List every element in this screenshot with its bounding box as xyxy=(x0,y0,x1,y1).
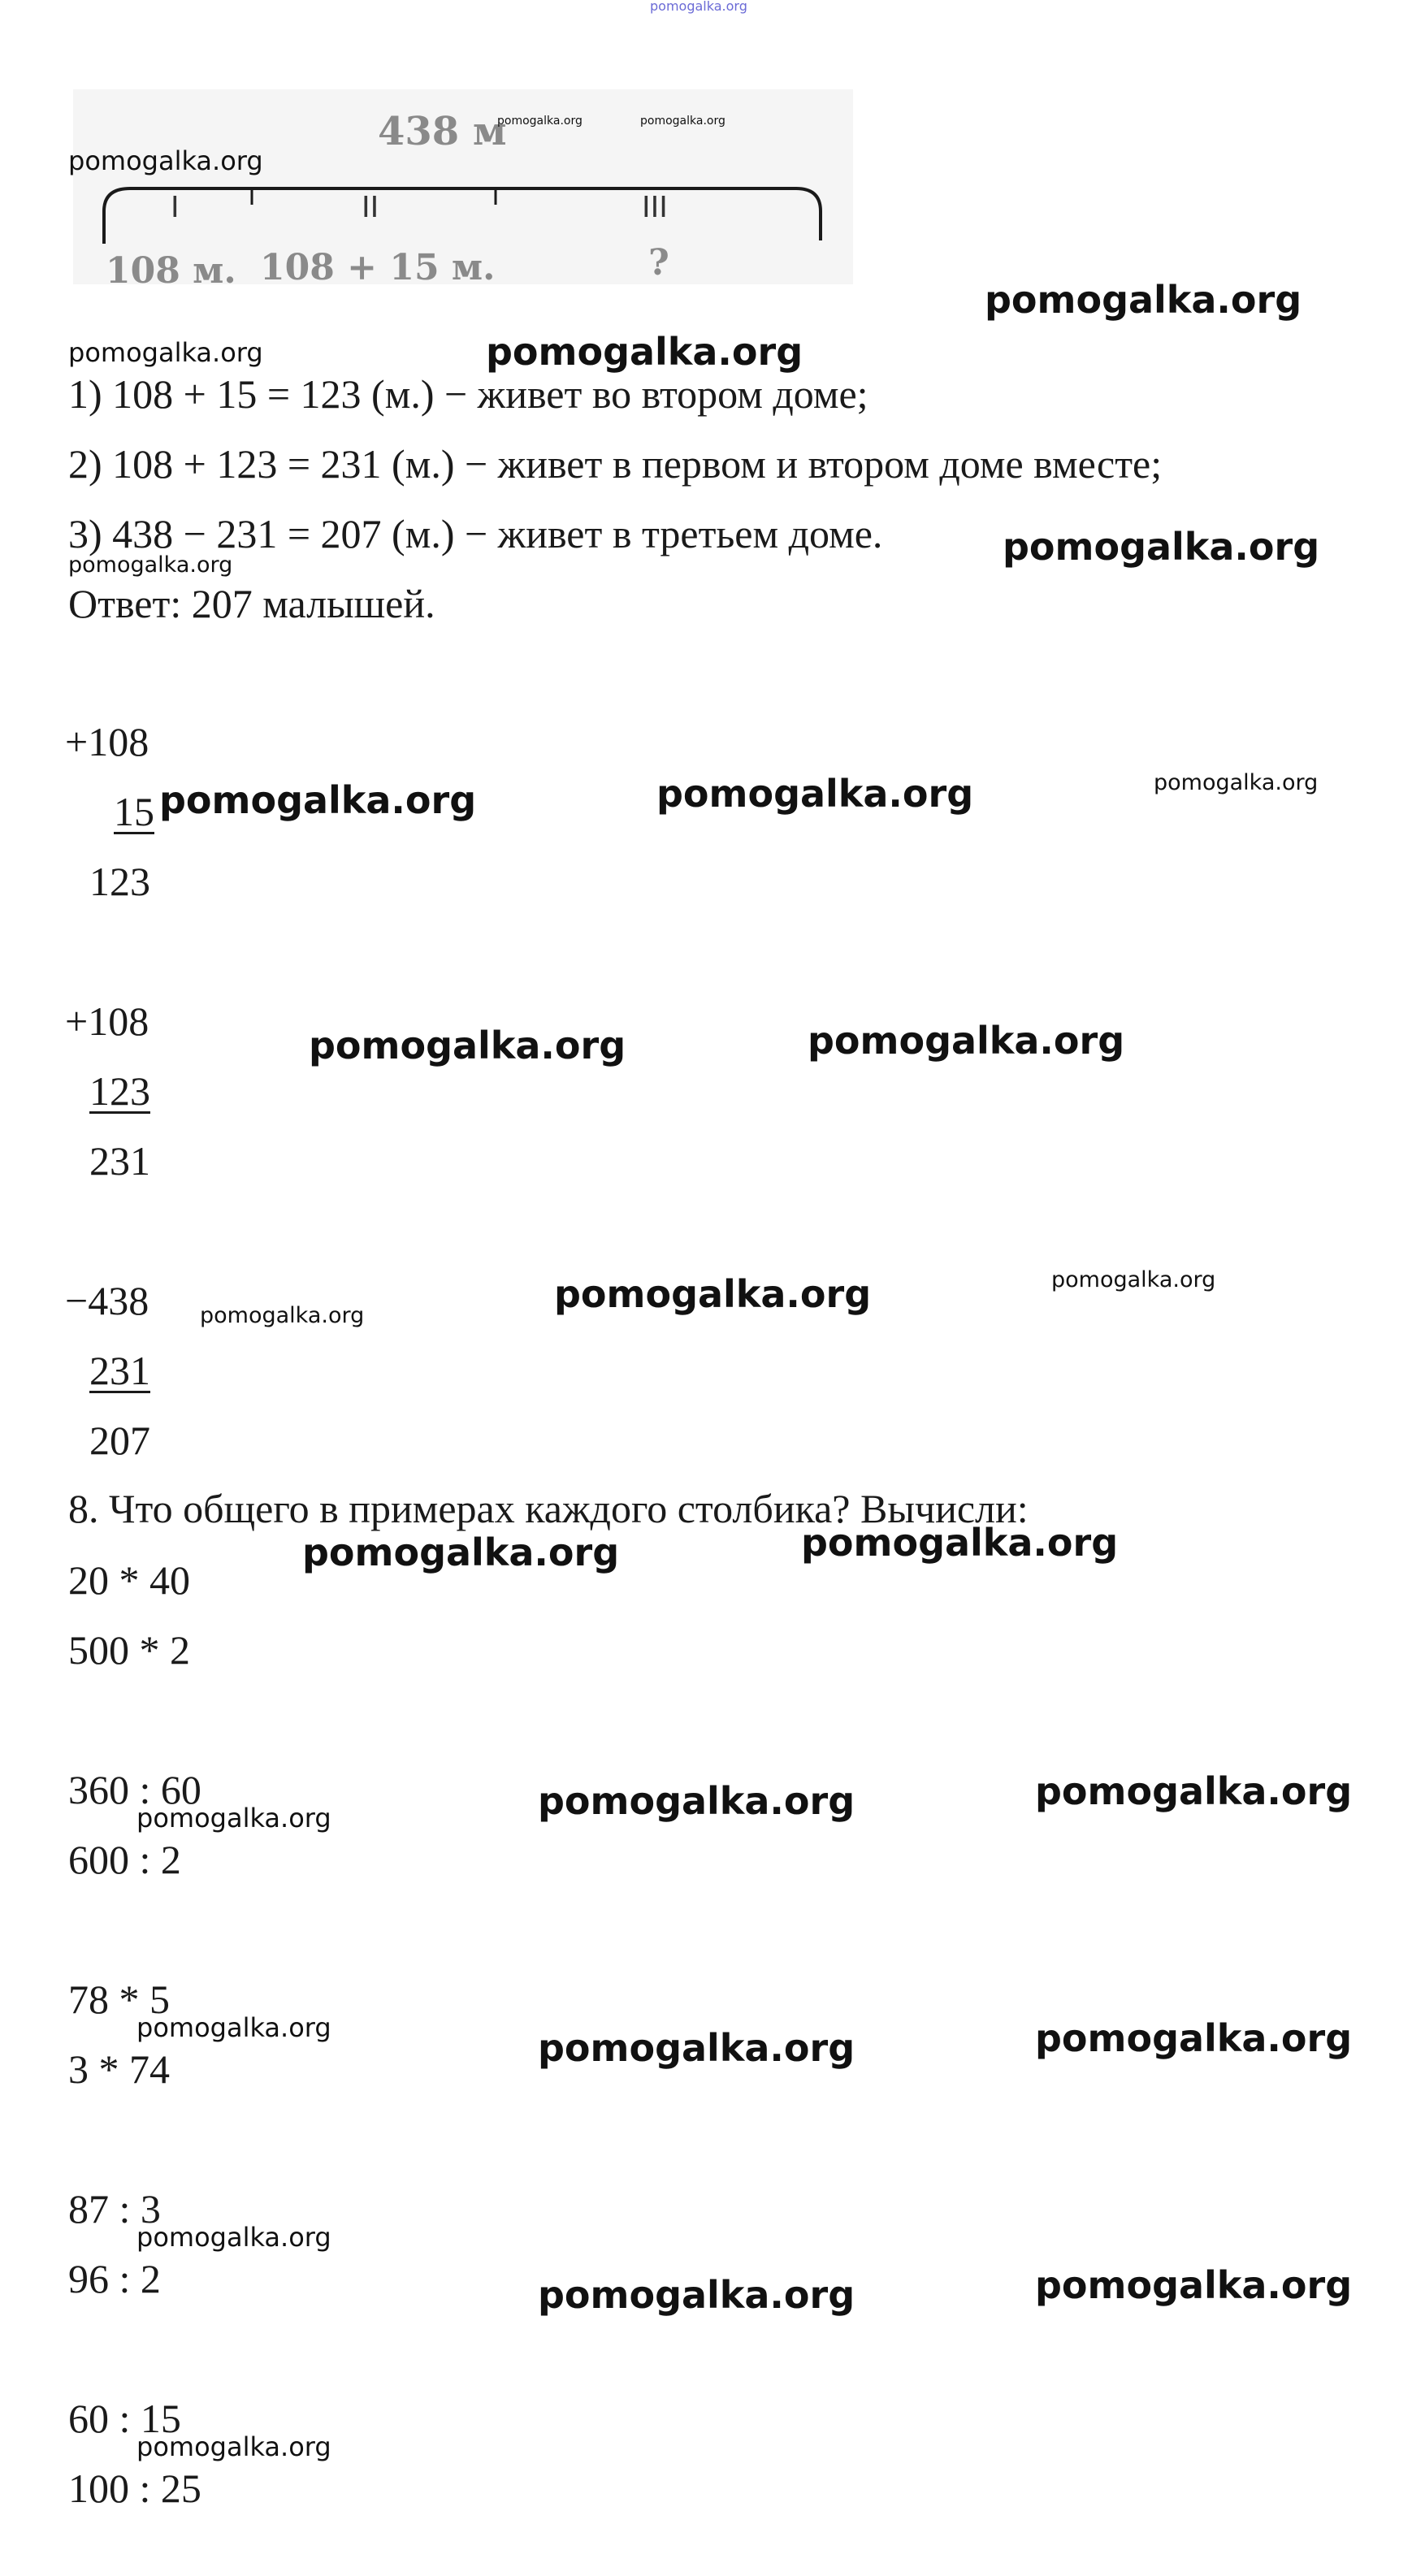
figure-part-3: III xyxy=(642,191,668,224)
watermark: pomogalka.org xyxy=(1035,2016,1353,2060)
task8-g5-expr1: 60 : 15 xyxy=(68,2396,181,2441)
solution-step-1: 1) 108 + 15 = 123 (м.) − живет во втором доме; xyxy=(68,371,868,417)
watermark: pomogalka.org xyxy=(538,2026,855,2070)
task8-g5-expr2: 100 : 25 xyxy=(68,2466,201,2511)
figure-length-1: 108 м. xyxy=(106,250,236,292)
column3-top: −438 xyxy=(65,1278,149,1323)
task8-g3-expr2: 3 * 74 xyxy=(68,2046,170,2092)
figure-length-3: ? xyxy=(648,242,669,284)
watermark: pomogalka.org xyxy=(985,278,1302,322)
watermark: pomogalka.org xyxy=(159,778,477,822)
watermark: pomogalka.org xyxy=(656,772,974,816)
watermark: pomogalka.org xyxy=(1035,1769,1353,1813)
watermark: pomogalka.org xyxy=(309,1024,626,1067)
column1-bottom xyxy=(89,791,154,832)
column2-top: +108 xyxy=(65,998,149,1044)
column1-bottom-value: 15 xyxy=(114,789,154,834)
column2-bottom: 123 xyxy=(89,1068,150,1114)
watermark: pomogalka.org xyxy=(302,1530,620,1574)
task8-g4-expr1: 87 : 3 xyxy=(68,2186,161,2232)
column3-result: 207 xyxy=(89,1418,150,1463)
watermark: pomogalka.org xyxy=(497,115,583,128)
watermark: pomogalka.org xyxy=(554,1272,872,1316)
task8-g1-expr1: 20 * 40 xyxy=(68,1557,190,1603)
watermark: pomogalka.org xyxy=(200,1303,365,1328)
column3-bottom: 231 xyxy=(89,1348,150,1393)
watermark: pomogalka.org xyxy=(640,115,725,128)
solution-step-2: 2) 108 + 123 = 231 (м.) − живет в первом и втором доме вместе; xyxy=(68,441,1163,487)
watermark: pomogalka.org xyxy=(538,2273,855,2317)
figure-length-2: 108 + 15 м. xyxy=(260,247,496,288)
column1-result: 123 xyxy=(89,859,150,904)
segment-diagram xyxy=(73,89,853,292)
solution-step-3: 3) 438 − 231 = 207 (м.) − живет в третьем доме. xyxy=(68,511,883,556)
task8-g1-expr2: 500 * 2 xyxy=(68,1627,190,1673)
figure-part-2: II xyxy=(362,191,379,224)
column1-top: +108 xyxy=(65,719,149,764)
watermark: pomogalka.org xyxy=(650,0,747,14)
task8-g4-expr2: 96 : 2 xyxy=(68,2256,161,2301)
watermark: pomogalka.org xyxy=(136,2012,331,2043)
watermark: pomogalka.org xyxy=(801,1521,1119,1565)
answer: Ответ: 207 малышей. xyxy=(68,581,435,626)
watermark: pomogalka.org xyxy=(808,1019,1125,1063)
watermark: pomogalka.org xyxy=(486,330,803,374)
watermark: pomogalka.org xyxy=(136,1803,331,1834)
watermark: pomogalka.org xyxy=(68,337,263,368)
figure-total: 438 м xyxy=(378,109,507,154)
watermark: pomogalka.org xyxy=(1035,2263,1353,2307)
watermark: pomogalka.org xyxy=(68,552,233,578)
task8-g3-expr1: 78 * 5 xyxy=(68,1976,170,2022)
watermark: pomogalka.org xyxy=(538,1779,855,1823)
watermark: pomogalka.org xyxy=(1003,525,1320,569)
figure-part-1: I xyxy=(171,191,180,224)
watermark: pomogalka.org xyxy=(1051,1267,1216,1292)
column2-result: 231 xyxy=(89,1138,150,1184)
watermark: pomogalka.org xyxy=(1154,770,1319,795)
watermark: pomogalka.org xyxy=(136,2431,331,2462)
watermark: pomogalka.org xyxy=(136,2222,331,2253)
task8-g2-expr1: 360 : 60 xyxy=(68,1767,201,1812)
task8-g2-expr2: 600 : 2 xyxy=(68,1837,181,1882)
watermark: pomogalka.org xyxy=(68,145,263,176)
task8-title: 8. Что общего в примерах каждого столбика? Вычисли: xyxy=(68,1486,1029,1531)
